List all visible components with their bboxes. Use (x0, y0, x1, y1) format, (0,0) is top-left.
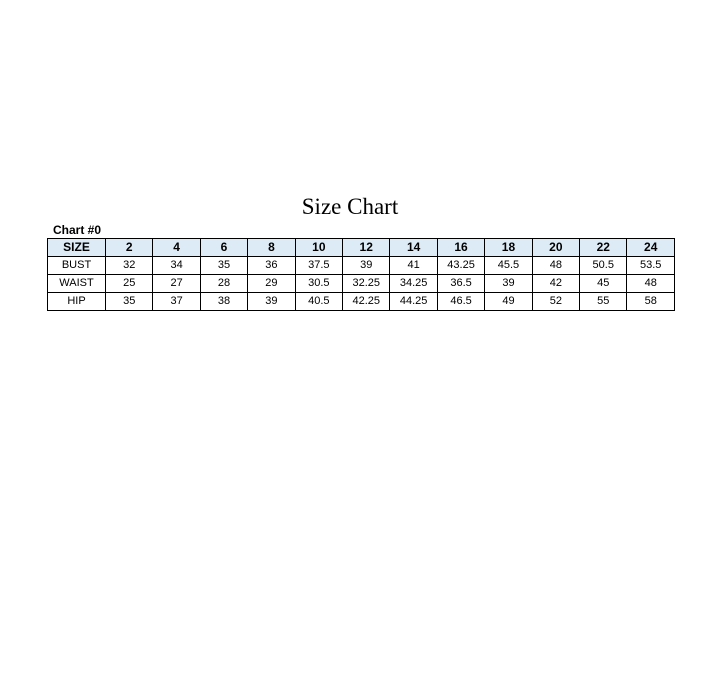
table-cell: 48 (532, 257, 579, 275)
table-cell: 37.5 (295, 257, 342, 275)
table-cell: 39 (248, 293, 295, 311)
table-cell: 53.5 (627, 257, 675, 275)
table-cell: 42 (532, 275, 579, 293)
header-cell-24: 24 (627, 239, 675, 257)
header-cell-4: 4 (153, 239, 200, 257)
table-cell: 37 (153, 293, 200, 311)
table-cell: 45 (580, 275, 627, 293)
table-cell: 39 (485, 275, 532, 293)
table-cell: 36.5 (437, 275, 484, 293)
table-cell: 32.25 (343, 275, 390, 293)
header-cell-22: 22 (580, 239, 627, 257)
table-cell: 43.25 (437, 257, 484, 275)
header-cell-10: 10 (295, 239, 342, 257)
page-title: Size Chart (301, 194, 399, 219)
table-cell: 29 (248, 275, 295, 293)
row-label-bust: BUST (48, 257, 106, 275)
table-cell: 55 (580, 293, 627, 311)
table-cell: 28 (200, 275, 247, 293)
header-cell-12: 12 (343, 239, 390, 257)
row-label-waist: WAIST (48, 275, 106, 293)
table-row-waist (48, 275, 675, 293)
header-cell-size: SIZE (48, 239, 106, 257)
table-cell: 32 (106, 257, 153, 275)
table-cell: 34.25 (390, 275, 437, 293)
table-cell: 25 (106, 275, 153, 293)
header-cell-2: 2 (106, 239, 153, 257)
header-cell-16: 16 (437, 239, 484, 257)
header-cell-14: 14 (390, 239, 437, 257)
header-cell-18: 18 (485, 239, 532, 257)
header-cell-8: 8 (248, 239, 295, 257)
chart-label: Chart #0 (53, 223, 102, 237)
header-cell-6: 6 (200, 239, 247, 257)
table-cell: 39 (343, 257, 390, 275)
size-chart-table (47, 238, 675, 311)
table-body (48, 257, 675, 311)
table-cell: 52 (532, 293, 579, 311)
table-header (48, 239, 675, 257)
table-cell: 36 (248, 257, 295, 275)
table-cell: 58 (627, 293, 675, 311)
row-label-hip: HIP (48, 293, 106, 311)
table-cell: 41 (390, 257, 437, 275)
table-cell: 44.25 (390, 293, 437, 311)
header-row (48, 239, 675, 257)
table-cell: 35 (106, 293, 153, 311)
table-cell: 34 (153, 257, 200, 275)
table-cell: 49 (485, 293, 532, 311)
table-row-bust (48, 257, 675, 275)
table-cell: 35 (200, 257, 247, 275)
table-cell: 50.5 (580, 257, 627, 275)
table-cell: 45.5 (485, 257, 532, 275)
header-cell-20: 20 (532, 239, 579, 257)
table-cell: 27 (153, 275, 200, 293)
table-cell: 38 (200, 293, 247, 311)
table-cell: 46.5 (437, 293, 484, 311)
table-cell: 30.5 (295, 275, 342, 293)
table-row-hip (48, 293, 675, 311)
table-cell: 42.25 (343, 293, 390, 311)
table-cell: 48 (627, 275, 675, 293)
table-cell: 40.5 (295, 293, 342, 311)
